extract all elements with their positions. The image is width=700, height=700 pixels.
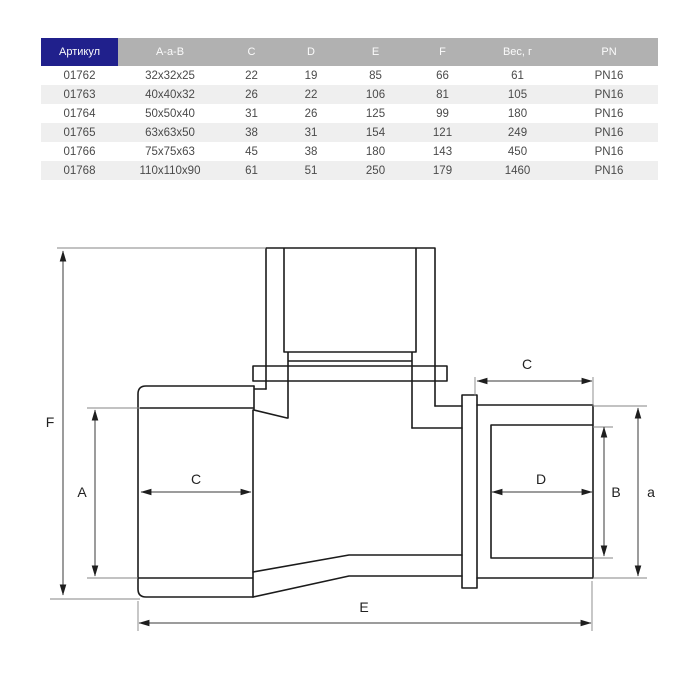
table-cell: 75x75x63: [145, 145, 195, 158]
table-cell: 01762: [63, 69, 96, 82]
table-cell: 31: [245, 107, 258, 120]
table-cell: 01766: [63, 145, 96, 158]
table-cell: 61: [511, 69, 524, 82]
label-A: A: [77, 484, 87, 500]
label-C-left: C: [190, 471, 202, 487]
table-cell: 154: [341, 123, 410, 142]
table-cell: 179: [410, 161, 475, 180]
table-cell: 143: [432, 145, 453, 158]
table-cell: 38: [304, 145, 318, 158]
extension-lines: [50, 248, 647, 631]
table-cell: 01765: [41, 123, 118, 142]
table-cell: 01764: [63, 107, 96, 120]
label-D: D: [535, 471, 547, 487]
table-cell: 45: [245, 145, 258, 158]
column-header-2: C: [222, 38, 281, 66]
dimension-lines: [63, 251, 638, 623]
table-cell: 61: [222, 161, 281, 180]
table-cell: 26: [222, 85, 281, 104]
table-cell: 249: [475, 123, 560, 142]
table-cell: 180: [507, 107, 528, 120]
table-cell: 1460: [475, 161, 560, 180]
column-header-1: A-a-B: [118, 38, 222, 66]
column-header-0: Артикул: [41, 38, 118, 66]
label-B: B: [611, 484, 621, 500]
table-cell: 250: [341, 161, 410, 180]
table-cell: 106: [341, 85, 410, 104]
table-cell: 110x110x90: [118, 161, 222, 180]
table-cell: 22: [245, 69, 258, 82]
table-cell: 66: [436, 69, 449, 82]
table-cell: 50x50x40: [145, 107, 195, 120]
table-cell: PN16: [560, 123, 658, 142]
label-E: E: [359, 599, 369, 615]
table-cell: 105: [475, 85, 560, 104]
column-header-6: Вес, г: [475, 38, 560, 66]
table-cell: PN16: [560, 161, 658, 180]
table-cell: 99: [436, 107, 449, 120]
table-cell: 51: [281, 161, 341, 180]
column-header-7: PN: [560, 38, 658, 66]
table-cell: PN16: [594, 145, 624, 158]
table-cell: PN16: [594, 69, 624, 82]
fitting-outline: [138, 248, 593, 597]
table-cell: 450: [507, 145, 528, 158]
table-cell: 40x40x32: [118, 85, 222, 104]
table-cell: 31: [281, 123, 341, 142]
table-cell: 81: [410, 85, 475, 104]
table-cell: 38: [222, 123, 281, 142]
table-cell: PN16: [594, 107, 624, 120]
table-cell: 19: [304, 69, 318, 82]
label-a: a: [647, 484, 655, 500]
column-header-3: D: [281, 38, 341, 66]
table-cell: 125: [365, 107, 386, 120]
table-cell: 01763: [41, 85, 118, 104]
table-cell: 180: [365, 145, 386, 158]
table-cell: 32x32x25: [145, 69, 195, 82]
table-cell: PN16: [560, 85, 658, 104]
label-F: F: [45, 414, 55, 430]
table-cell: 01768: [41, 161, 118, 180]
table-cell: 26: [304, 107, 318, 120]
table-cell: 63x63x50: [118, 123, 222, 142]
label-C-right: C: [521, 356, 533, 372]
table-cell: 121: [410, 123, 475, 142]
table-cell: 22: [281, 85, 341, 104]
column-header-4: E: [341, 38, 410, 66]
column-header-5: F: [410, 38, 475, 66]
table-cell: 85: [369, 69, 382, 82]
